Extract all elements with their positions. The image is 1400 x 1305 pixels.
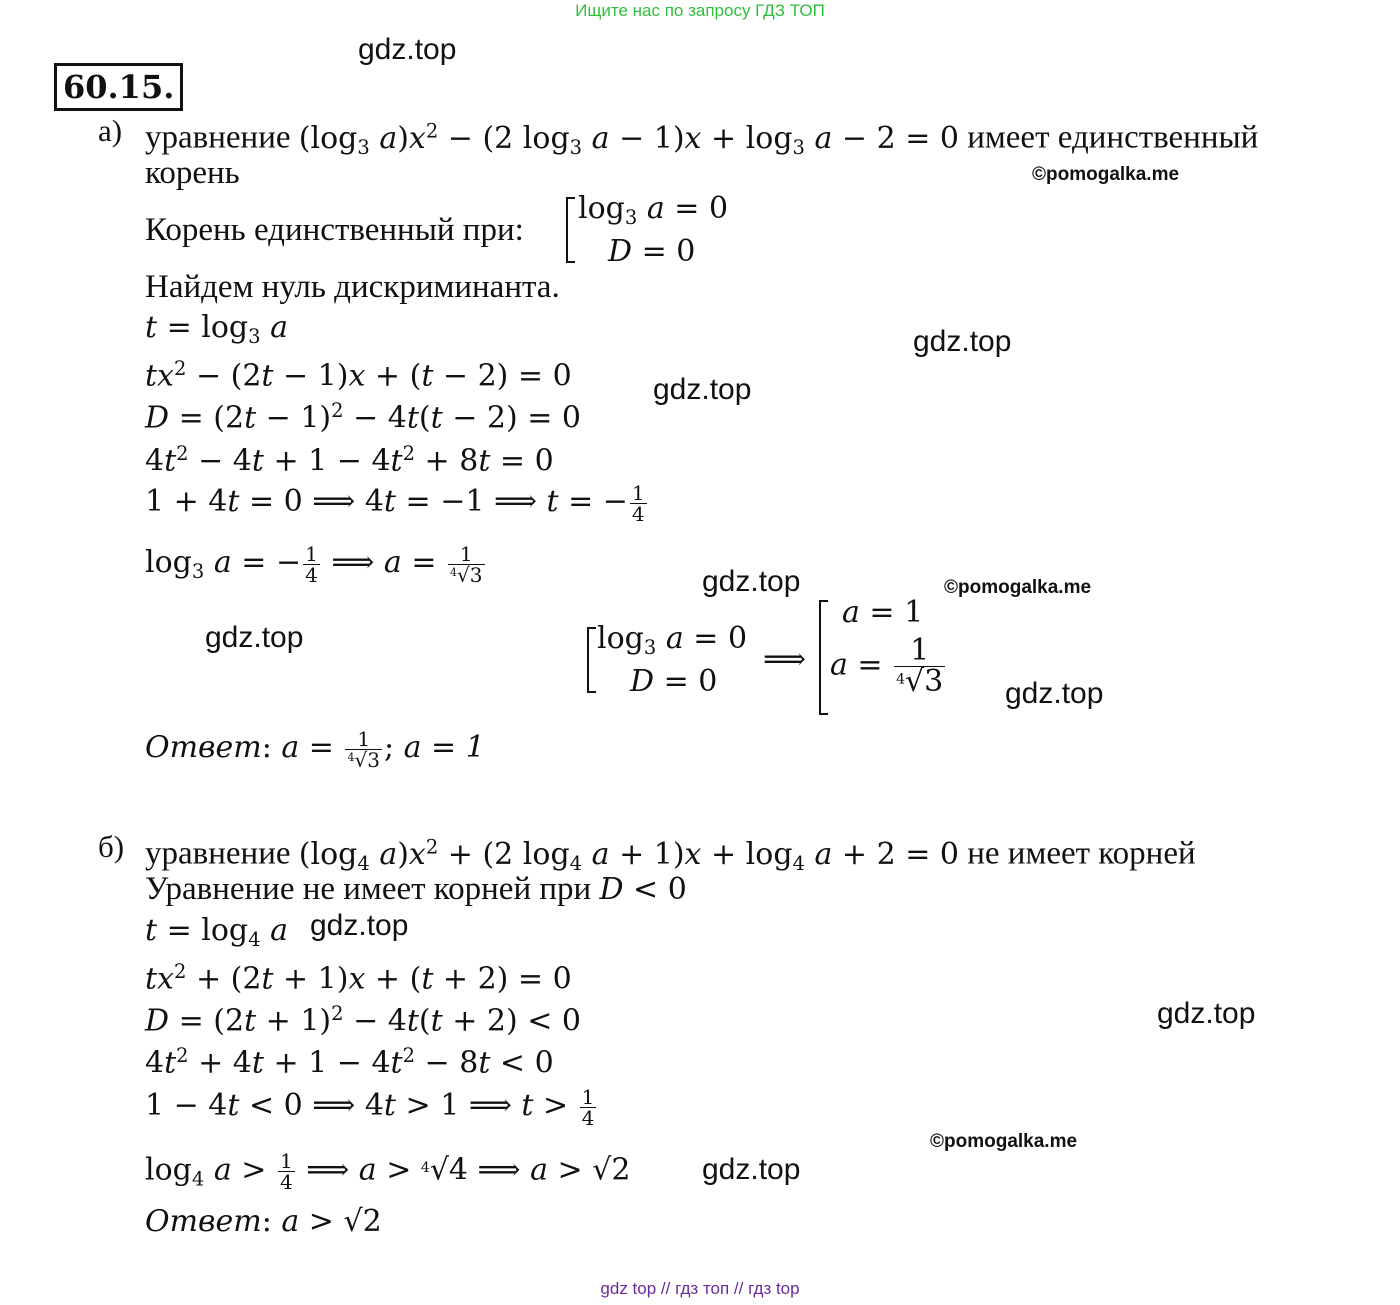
implies-arrow: ⟹ <box>763 642 807 677</box>
math-line: $4t^2 - 4t + 1 - 4t^2 + 8t = 0$ <box>145 442 554 479</box>
watermark-gdz: gdz.top <box>913 325 1012 358</box>
system-line: $\log_3 a = 0$ <box>578 191 729 229</box>
watermark-gdz: gdz.top <box>1005 677 1104 710</box>
no-roots-text: Уравнение не имеет корней при <box>145 871 592 907</box>
statement-condition: имеет единственный <box>967 119 1259 156</box>
math-line: $D = (2t - 1)^2 - 4t(t - 2) = 0$ <box>145 399 581 436</box>
part-b-statement: уравнение ($\log_4$ $a)x^2 + (2$ $\log_4 a + 1)x + \log_4 a + 2 = 0$ не имеет корней <box>145 835 1196 875</box>
answer-b: Ответ: a > √2 <box>145 1204 382 1239</box>
math-line: $tx^2 - (2t - 1)x + (t - 2) = 0$ <box>145 357 572 394</box>
math-line: $4t^2 + 4t + 1 - 4t^2 - 8t < 0$ <box>145 1044 554 1081</box>
result-line: a = $\frac{1}{^4√3}$ <box>830 633 944 699</box>
watermark-gdz: gdz.top <box>1157 997 1256 1030</box>
watermark-pomogalka: ©pomogalka.me <box>930 1131 1078 1152</box>
system-bracket <box>587 627 596 693</box>
problem-number: 60.15. <box>54 63 183 111</box>
result-bracket <box>819 600 828 715</box>
system-line: D = 0 <box>608 234 696 269</box>
statement-condition: не имеет корней <box>967 835 1196 872</box>
answer-value: a = 1 <box>403 730 485 765</box>
part-a-label: а) <box>98 113 123 148</box>
system-line: $\log_3 a = 0$ <box>597 621 748 659</box>
search-banner: Ищите нас по запросу ГДЗ ТОП <box>575 1 825 20</box>
result-line: a = 1 <box>842 595 924 630</box>
part-a-statement: уравнение ($\log_3$ $a)x^2 - (2$ $\log_3 a - 1)x + \log_3 a - 2 = 0$ имеет единственный <box>145 119 1259 159</box>
watermark-gdz: gdz.top <box>310 909 409 942</box>
statement-word: уравнение <box>145 119 291 156</box>
system-bracket <box>566 197 575 263</box>
math-line: 1 − 4t < 0 ⟹ 4t > 1 ⟹ t > $\frac{1}{4}$ <box>145 1084 595 1130</box>
math-line: $D = (2t + 1)^2 - 4t(t + 2) < 0$ <box>145 1002 581 1039</box>
statement-word: уравнение <box>145 835 291 872</box>
footer-links: gdz top // гдз топ // гдз top <box>600 1279 800 1298</box>
answer-label: Ответ <box>145 1204 262 1239</box>
part-b-label: б) <box>98 829 125 864</box>
answer-a: Ответ: a = $\frac{1}{^4√3}$ ; a = 1 <box>145 726 485 772</box>
math-line: 1 + 4t = 0 ⟹ 4t = −1 ⟹ t = − $\frac{1}{4}$ <box>145 480 645 526</box>
root-unique-text: Корень единственный при: <box>145 212 524 248</box>
watermark-gdz: gdz.top <box>205 621 304 654</box>
watermark-gdz: gdz.top <box>702 565 801 598</box>
watermark-gdz: gdz.top <box>653 373 752 406</box>
system-line: D = 0 <box>630 664 718 699</box>
math-line: $t = \log_4 a$ <box>145 913 288 951</box>
watermark-gdz: gdz.top <box>358 33 457 66</box>
find-zero-text: Найдем нуль дискриминанта. <box>145 269 560 305</box>
watermark-pomogalka: ©pomogalka.me <box>1032 164 1180 185</box>
watermark-gdz: gdz.top <box>702 1153 801 1186</box>
no-roots-line: Уравнение не имеет корней при D < 0 <box>145 871 687 907</box>
math-line: $t = \log_3 a$ <box>145 310 288 348</box>
watermark-pomogalka: ©pomogalka.me <box>944 577 1092 598</box>
math-line: $\log_3 a$ = − $\frac{1}{4}$ ⟹ a = $\frac{1}{^4√3}$ <box>145 541 483 587</box>
math-line: $\log_4 a$ > $\frac{1}{4}$ ⟹ a > $^4$√4 ⟹ a > √2 <box>145 1149 631 1195</box>
math-line: $tx^2 + (2t + 1)x + (t + 2) = 0$ <box>145 960 572 997</box>
answer-label: Ответ <box>145 730 262 765</box>
part-a-statement-cont: корень <box>145 155 240 191</box>
